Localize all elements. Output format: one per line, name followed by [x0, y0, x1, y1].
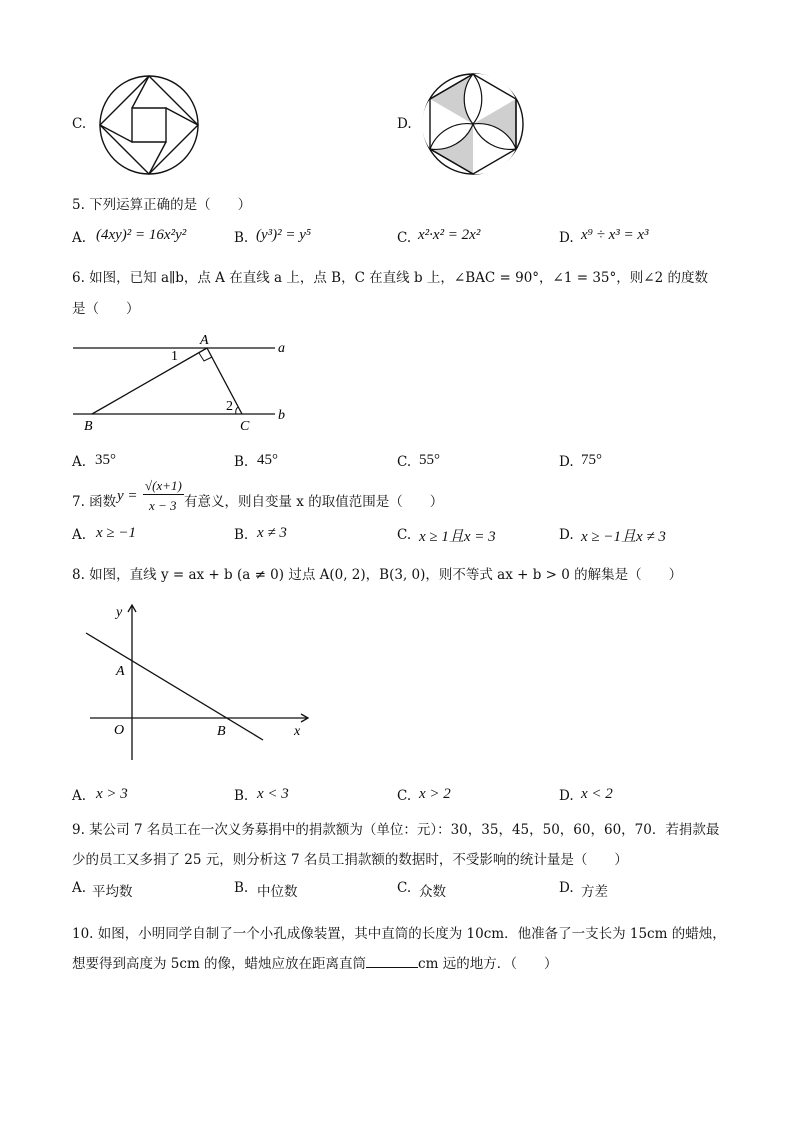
- q10-stem-line2-part2: cm 远的地方．（ ）: [418, 956, 558, 972]
- q4-option-d-figure: [421, 72, 525, 176]
- q8-label-y-axis: y: [116, 605, 123, 620]
- q6-option-c-text: 55°: [419, 452, 440, 468]
- q6-label-line-a: a: [278, 341, 285, 356]
- q7-function-lhs: y =: [117, 488, 138, 504]
- q7-stem-prefix: 7. 函数: [72, 494, 117, 510]
- q9-option-d-label: D.: [559, 880, 574, 896]
- q7-option-a-label: A.: [72, 527, 87, 543]
- q5-option-c-label: C.: [397, 230, 412, 246]
- q6-option-d-label: D.: [559, 454, 574, 470]
- q9-option-b-label: B.: [234, 880, 249, 896]
- q10-stem-line1: 10. 如图，小明同学自制了一个小孔成像装置，其中直筒的长度为 10cm．他准备了一支长为 15cm 的蜡烛，: [72, 926, 726, 942]
- q7-option-c-label: C.: [397, 527, 412, 543]
- q9-option-d-text: 方差: [581, 884, 608, 900]
- q7-stem-suffix: 有意义，则自变量 x 的取值范围是（ ）: [184, 494, 444, 510]
- q6-label-a-point: A: [200, 333, 209, 348]
- q7-option-c-text: x ≥ 1且x = 3: [419, 529, 496, 545]
- q5-stem: 5. 下列运算正确的是（ ）: [72, 197, 252, 213]
- q8-option-d-text: x < 2: [581, 786, 613, 802]
- q5-option-a-expr: (4xy)² = 16x²y²: [96, 227, 187, 243]
- q6-option-b-text: 45°: [257, 452, 278, 468]
- q9-option-b-text: 中位数: [257, 884, 298, 900]
- q8-stem: 8. 如图，直线 y = ax + b (a ≠ 0) 过点 A(0, 2)，B(3, 0)，则不等式 ax + b > 0 的解集是（ ）: [72, 567, 683, 583]
- q10-stem-line2-part1: 想要得到高度为 5cm 的像，蜡烛应放在距离直筒: [72, 956, 367, 972]
- q5-option-b-expr: (y³)² = y⁵: [256, 227, 312, 243]
- q8-option-b-text: x < 3: [257, 786, 289, 802]
- q6-figure: [70, 330, 300, 436]
- q6-label-line-b: b: [278, 408, 285, 423]
- q7-option-b-text: x ≠ 3: [257, 525, 287, 541]
- q8-label-point-b: B: [217, 724, 226, 739]
- q10-answer-blank[interactable]: [366, 957, 418, 968]
- q9-option-a-label: A.: [72, 880, 87, 896]
- q5-option-b-label: B.: [234, 230, 249, 246]
- q6-label-c-point: C: [240, 419, 250, 434]
- q6-stem-line1: 6. 如图，已知 a∥b，点 A 在直线 a 上，点 B，C 在直线 b 上，∠BAC = 90°，∠1 = 35°，则∠2 的度数: [72, 270, 708, 286]
- q8-option-d-label: D.: [559, 788, 574, 804]
- q8-option-b-label: B.: [234, 788, 249, 804]
- q5-option-a-label: A.: [72, 230, 87, 246]
- q6-label-angle-2: 2: [226, 399, 233, 414]
- q6-option-a-text: 35°: [95, 452, 116, 468]
- q5-option-c-expr: x²·x² = 2x²: [418, 227, 481, 243]
- q8-label-point-a: A: [116, 664, 125, 679]
- q7-option-b-label: B.: [234, 527, 249, 543]
- q10-stem-line2: [72, 952, 557, 972]
- q6-label-angle-1: 1: [171, 349, 178, 364]
- q8-option-c-label: C.: [397, 788, 412, 804]
- q7-fraction-denominator: x − 3: [149, 498, 177, 513]
- q5-option-d-expr: x⁹ ÷ x³ = x³: [581, 227, 649, 243]
- q7-option-a-text: x ≥ −1: [96, 525, 137, 541]
- q4-option-c-figure: [98, 74, 200, 176]
- q8-figure: [80, 600, 320, 765]
- q5-option-d-label: D.: [559, 230, 574, 246]
- q8-option-c-text: x > 2: [419, 786, 451, 802]
- q9-option-a-text: 平均数: [92, 884, 133, 900]
- q8-option-a-text: x > 3: [96, 786, 128, 802]
- q6-option-a-label: A.: [72, 454, 87, 470]
- q6-label-b-point: B: [84, 419, 93, 434]
- q8-option-a-label: A.: [72, 788, 87, 804]
- q4-option-d-label: D.: [397, 116, 412, 132]
- q9-stem-line1: 9. 某公司 7 名员工在一次义务募捐中的捐款额为（单位：元）：30，35，45，50，60，60，70．若捐款最: [72, 822, 720, 838]
- q9-option-c-text: 众数: [419, 884, 446, 900]
- q4-option-c-label: C.: [72, 116, 87, 132]
- q7-option-d-label: D.: [559, 527, 574, 543]
- q7-option-d-text: x ≥ −1且x ≠ 3: [581, 529, 666, 545]
- q6-stem-line2: 是（ ）: [72, 301, 140, 317]
- q8-label-x-axis: x: [294, 724, 301, 739]
- q9-option-c-label: C.: [397, 880, 412, 896]
- q9-stem-line2: 少的员工又多捐了 25 元，则分析这 7 名员工捐款额的数据时，不受影响的统计量是（ ）: [72, 852, 628, 868]
- q6-option-d-text: 75°: [581, 452, 602, 468]
- q6-option-b-label: B.: [234, 454, 249, 470]
- q6-option-c-label: C.: [397, 454, 412, 470]
- q7-fraction-numerator: √(x+1): [145, 478, 182, 493]
- q8-label-origin: O: [114, 723, 125, 738]
